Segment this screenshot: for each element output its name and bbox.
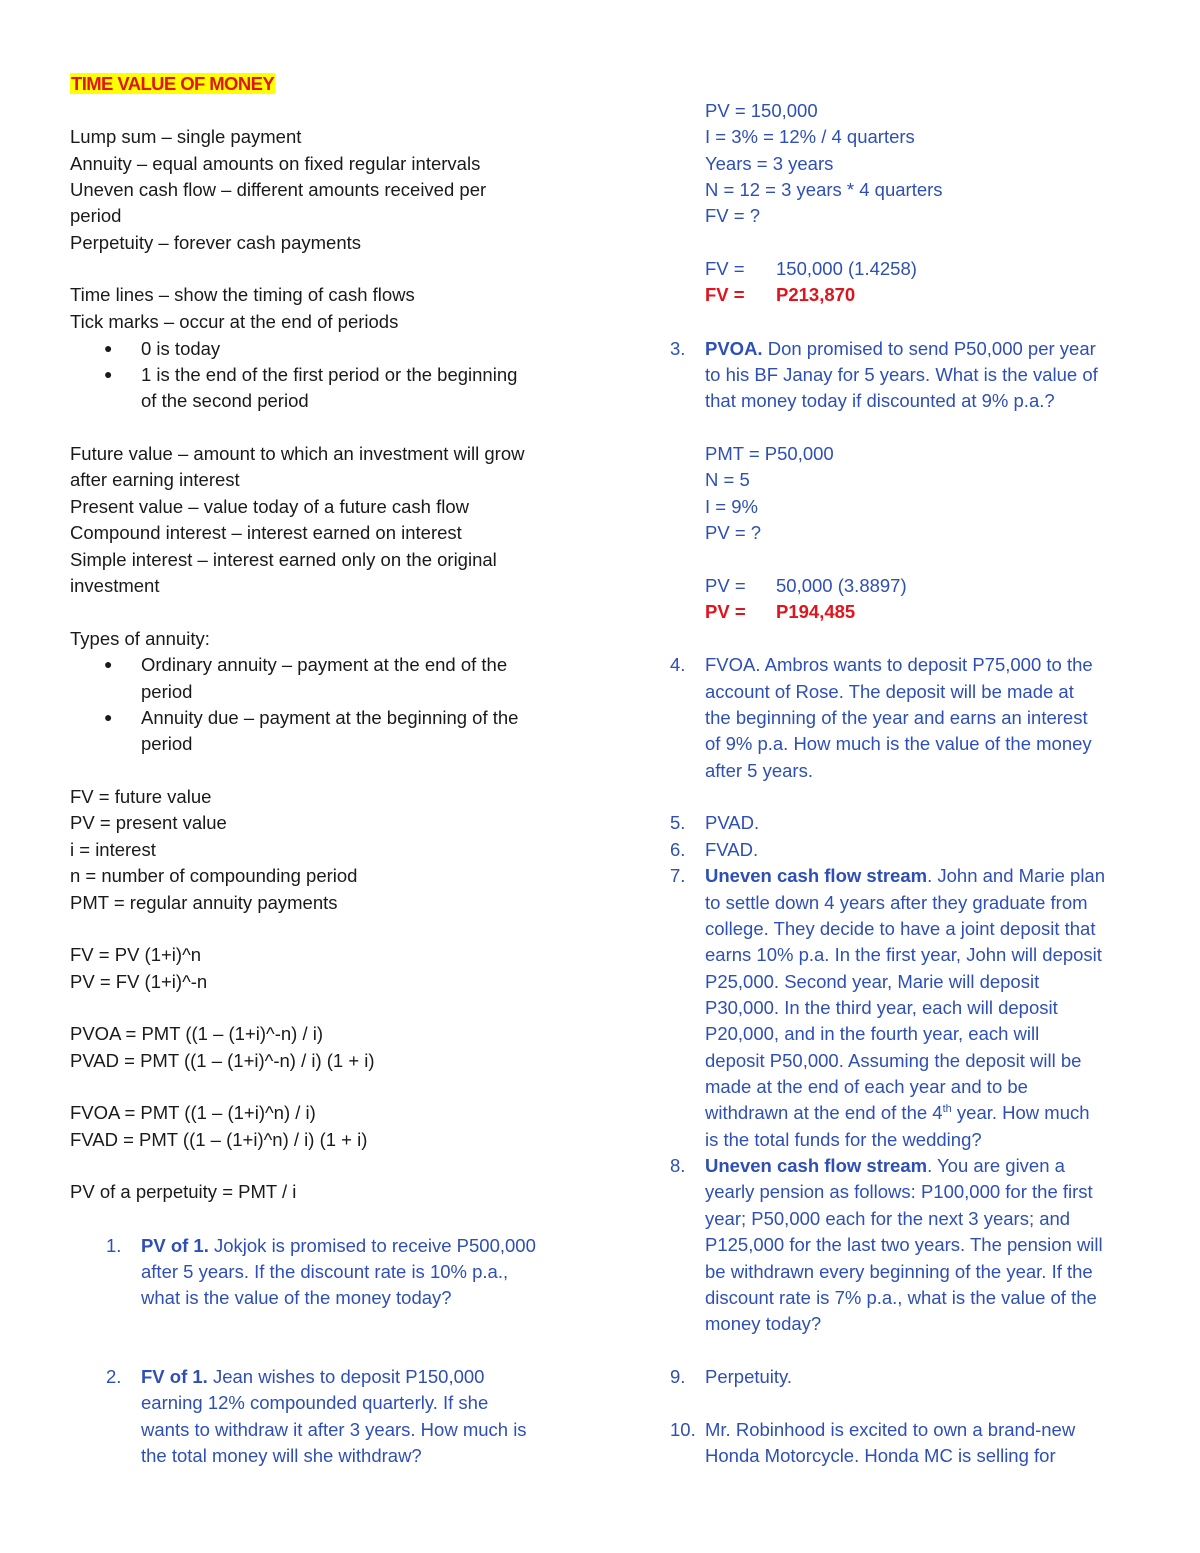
- problem-9: Perpetuity.: [705, 1366, 793, 1387]
- problem-text: discount rate is 7% p.a., what is the value of the: [705, 1287, 1097, 1308]
- problem-6: FVAD.: [705, 839, 759, 860]
- formula-pvoa: PVOA = PMT ((1 – (1+i)^-n) / i): [70, 1023, 324, 1044]
- problem-text: Uneven cash flow stream. You are given a: [705, 1155, 1065, 1176]
- problem-text: PV of 1. Jokjok is promised to receive P500,000: [141, 1235, 536, 1256]
- answer-label: FV =: [705, 284, 745, 305]
- problem-number: 8.: [670, 1155, 686, 1176]
- ordinary-annuity-cont: period: [141, 681, 193, 702]
- formula-perpetuity: PV of a perpetuity = PMT / i: [70, 1181, 297, 1202]
- problem-text: Honda Motorcycle. Honda MC is selling for: [705, 1445, 1056, 1466]
- problem-text: yearly pension as follows: P100,000 for the first: [705, 1181, 1093, 1202]
- problem-text: the total money will she withdraw?: [141, 1445, 422, 1466]
- def-present-value: Present value – value today of a future cash flow: [70, 496, 470, 517]
- problem-text: college. They decide to have a joint deposit that: [705, 918, 1096, 939]
- solution-value: 50,000 (3.8897): [776, 575, 907, 596]
- problem-number: 2.: [106, 1366, 122, 1387]
- def-simple-interest: Simple interest – interest earned only on the original: [70, 549, 497, 570]
- problem-text: what is the value of the money today?: [141, 1287, 452, 1308]
- page-title: TIME VALUE OF MONEY: [71, 73, 275, 94]
- bullet-dot-icon: ●: [104, 709, 113, 725]
- def-tick-marks: Tick marks – occur at the end of periods: [70, 311, 399, 332]
- problem-text: Mr. Robinhood is excited to own a brand-new: [705, 1419, 1076, 1440]
- symbol-pv: PV = present value: [70, 812, 227, 833]
- def-compound-interest: Compound interest – interest earned on interest: [70, 522, 462, 543]
- tick-bullet-1: 0 is today: [141, 338, 221, 359]
- solution-line: N = 5: [705, 469, 750, 490]
- def-simple-interest-cont: investment: [70, 575, 160, 596]
- def-annuity: Annuity – equal amounts on fixed regular intervals: [70, 153, 481, 174]
- problem-9-number: 9.: [670, 1366, 686, 1387]
- problem-text: that money today if discounted at 9% p.a.?: [705, 390, 1055, 411]
- def-lump-sum: Lump sum – single payment: [70, 126, 302, 147]
- problem-number: 1.: [106, 1235, 122, 1256]
- problem-text: account of Rose. The deposit will be made at: [705, 681, 1074, 702]
- problem-text: after 5 years.: [705, 760, 813, 781]
- problem-5-number: 5.: [670, 812, 686, 833]
- answer-value: P194,485: [776, 601, 856, 622]
- problem-text: withdrawn at the end of the 4th year. How much: [705, 1102, 1090, 1123]
- problem-text: earns 10% p.a. In the first year, John will deposit: [705, 944, 1102, 965]
- answer-value: P213,870: [776, 284, 856, 305]
- solution-line: PMT = P50,000: [705, 443, 834, 464]
- def-perpetuity: Perpetuity – forever cash payments: [70, 232, 362, 253]
- problem-text: to settle down 4 years after they graduate from: [705, 892, 1088, 913]
- problem-text: P25,000. Second year, Marie will deposit: [705, 971, 1040, 992]
- bullet-dot-icon: ●: [104, 340, 113, 356]
- bullet-dot-icon: ●: [104, 656, 113, 672]
- problem-number: 4.: [670, 654, 686, 675]
- symbol-n: n = number of compounding period: [70, 865, 358, 886]
- problem-text: after 5 years. If the discount rate is 10% p.a.,: [141, 1261, 509, 1282]
- formula-fv: FV = PV (1+i)^n: [70, 944, 202, 965]
- formula-fvad: FVAD = PMT ((1 – (1+i)^n) / i) (1 + i): [70, 1129, 368, 1150]
- def-time-lines: Time lines – show the timing of cash flows: [70, 284, 415, 305]
- def-future-value-cont: after earning interest: [70, 469, 240, 490]
- types-of-annuity-heading: Types of annuity:: [70, 628, 210, 649]
- tick-bullet-2: 1 is the end of the first period or the beginning: [141, 364, 518, 385]
- solution-label: PV =: [705, 575, 746, 596]
- problem-text: PVOA. Don promised to send P50,000 per year: [705, 338, 1096, 359]
- solution-line: Years = 3 years: [705, 153, 834, 174]
- ordinary-annuity: Ordinary annuity – payment at the end of the: [141, 654, 508, 675]
- problem-number: 10.: [670, 1419, 696, 1440]
- annuity-due: Annuity due – payment at the beginning of the: [141, 707, 519, 728]
- problem-text: of 9% p.a. How much is the value of the money: [705, 733, 1092, 754]
- problem-number: 3.: [670, 338, 686, 359]
- solution-line: PV = 150,000: [705, 100, 818, 121]
- problem-text: money today?: [705, 1313, 822, 1334]
- problem-6-number: 6.: [670, 839, 686, 860]
- solution-line: I = 9%: [705, 496, 758, 517]
- annuity-due-cont: period: [141, 733, 193, 754]
- problem-text: Uneven cash flow stream. John and Marie plan: [705, 865, 1106, 886]
- def-future-value: Future value – amount to which an investment will grow: [70, 443, 525, 464]
- problem-text: to his BF Janay for 5 years. What is the value of: [705, 364, 1098, 385]
- symbol-pmt: PMT = regular annuity payments: [70, 892, 338, 913]
- problem-text: the beginning of the year and earns an interest: [705, 707, 1088, 728]
- problem-text: deposit P50,000. Assuming the deposit will be: [705, 1050, 1082, 1071]
- answer-label: PV =: [705, 601, 746, 622]
- def-uneven: Uneven cash flow – different amounts received per: [70, 179, 487, 200]
- problem-5: PVAD.: [705, 812, 760, 833]
- problem-text: P30,000. In the third year, each will deposit: [705, 997, 1058, 1018]
- problem-text: is the total funds for the wedding?: [705, 1129, 982, 1150]
- solution-line: N = 12 = 3 years * 4 quarters: [705, 179, 943, 200]
- symbol-i: i = interest: [70, 839, 156, 860]
- formula-pvad: PVAD = PMT ((1 – (1+i)^-n) / i) (1 + i): [70, 1050, 375, 1071]
- solution-line: I = 3% = 12% / 4 quarters: [705, 126, 915, 147]
- problem-text: made at the end of each year and to be: [705, 1076, 1028, 1097]
- problem-text: earning 12% compounded quarterly. If she: [141, 1392, 489, 1413]
- formula-pv: PV = FV (1+i)^-n: [70, 971, 208, 992]
- problem-text: year; P50,000 each for the next 3 years; and: [705, 1208, 1071, 1229]
- solution-line: FV = ?: [705, 205, 761, 226]
- symbol-fv: FV = future value: [70, 786, 212, 807]
- tick-bullet-2-cont: of the second period: [141, 390, 309, 411]
- bullet-dot-icon: ●: [104, 366, 113, 382]
- problem-number: 7.: [670, 865, 686, 886]
- problem-text: P20,000, and in the fourth year, each will: [705, 1023, 1040, 1044]
- solution-label: FV =: [705, 258, 745, 279]
- problem-text: FV of 1. Jean wishes to deposit P150,000: [141, 1366, 485, 1387]
- def-uneven-cont: period: [70, 205, 122, 226]
- solution-line: PV = ?: [705, 522, 762, 543]
- problem-text: wants to withdraw it after 3 years. How much is: [141, 1419, 527, 1440]
- problem-text: FVOA. Ambros wants to deposit P75,000 to the: [705, 654, 1093, 675]
- formula-fvoa: FVOA = PMT ((1 – (1+i)^n) / i): [70, 1102, 316, 1123]
- problem-text: be withdrawn every beginning of the year. If the: [705, 1261, 1093, 1282]
- solution-value: 150,000 (1.4258): [776, 258, 917, 279]
- problem-text: P125,000 for the last two years. The pension will: [705, 1234, 1103, 1255]
